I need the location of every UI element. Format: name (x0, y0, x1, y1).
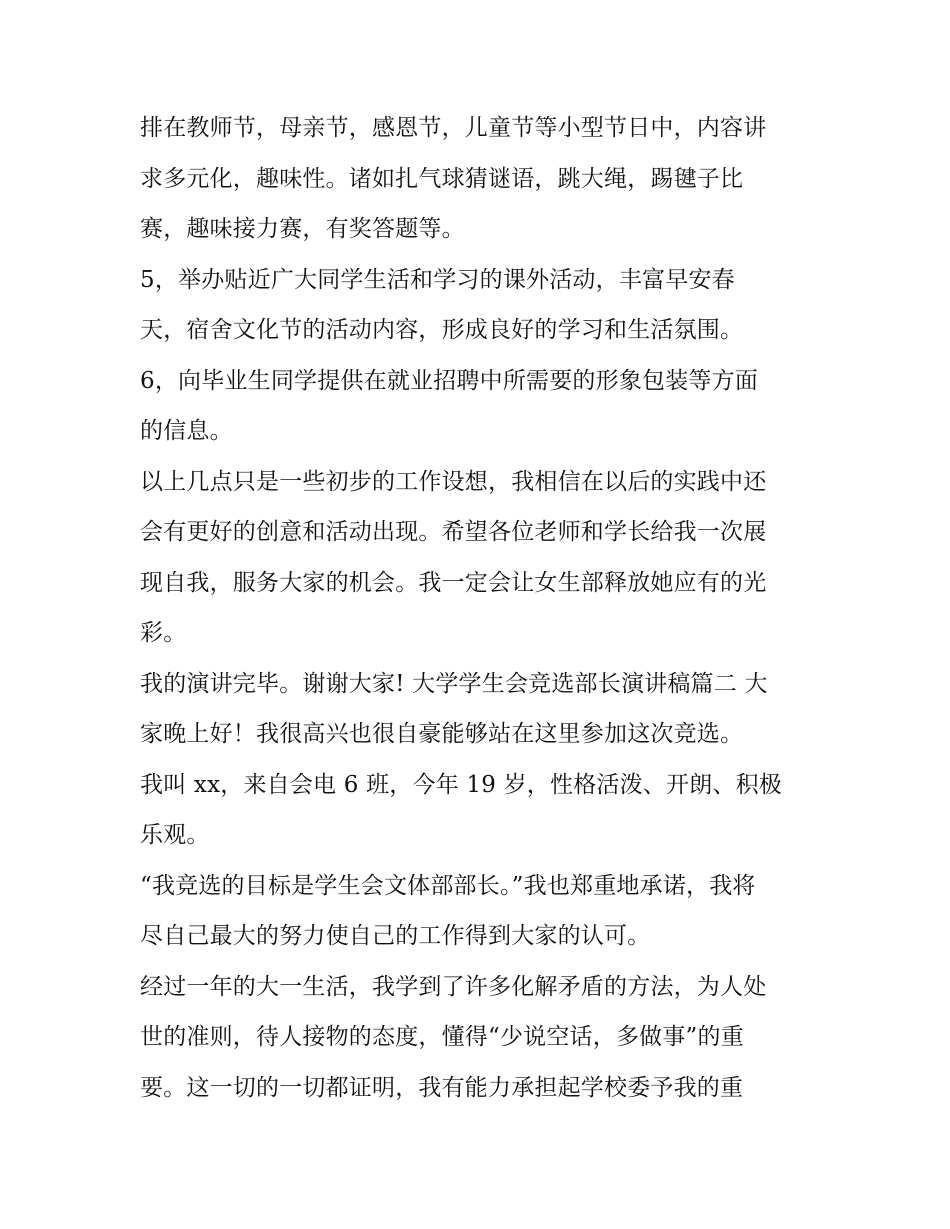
text-line: 我的演讲完毕。谢谢大家! 大学学生会竞选部长演讲稿篇二 大 (140, 670, 768, 697)
text-line: 彩。 (140, 620, 187, 646)
text-line: 乐观。 (140, 822, 210, 848)
text-line: “我竞选的目标是学生会文体部部长。”我也郑重地承诺，我将 (140, 872, 756, 899)
text-line: 排在教师节，母亲节，感恩节，儿童节等小型节日中，内容讲 (140, 115, 767, 141)
text-line: 要。这一切的一切都证明，我有能力承担起学校委予我的重 (140, 1074, 744, 1101)
text-line: 赛，趣味接力赛，有奖答题等。 (140, 216, 465, 242)
text-line: 世的准则，待人接物的态度，懂得“少说空话，多做事”的重 (140, 1024, 744, 1050)
text-line: 6，向毕业生同学提供在就业招聘中所需要的形象包装等方面 (140, 367, 759, 394)
text-line: 天，宿舍文化节的活动内容，形成良好的学习和生活氛围。 (140, 317, 744, 343)
text-line: 会有更好的创意和活动出现。希望各位老师和学长给我一次展 (140, 519, 767, 545)
text-line: 经过一年的大一生活，我学到了许多化解矛盾的方法，为人处 (140, 973, 767, 1000)
text-line: 现自我，服务大家的机会。我一定会让女生部释放她应有的光 (140, 569, 767, 596)
text-line: 5，举办贴近广大同学生活和学习的课外活动，丰富早安春 (140, 266, 735, 293)
text-line: 以上几点只是一些初步的工作设想，我相信在以后的实践中还 (140, 468, 767, 495)
text-line: 求多元化，趣味性。诸如扎气球猜谜语，跳大绳，踢毽子比 (140, 165, 744, 192)
text-line: 的信息。 (140, 418, 233, 444)
text-line: 家晚上好！我很高兴也很自豪能够站在这里参加这次竞选。 (140, 721, 744, 747)
text-line: 尽自己最大的努力使自己的工作得到大家的认可。 (140, 923, 651, 949)
body-text (140, 103, 830, 1113)
text-line: 我叫 xx，来自会电 6 班，今年 19 岁，性格活泼、开朗、积极 (140, 771, 782, 798)
